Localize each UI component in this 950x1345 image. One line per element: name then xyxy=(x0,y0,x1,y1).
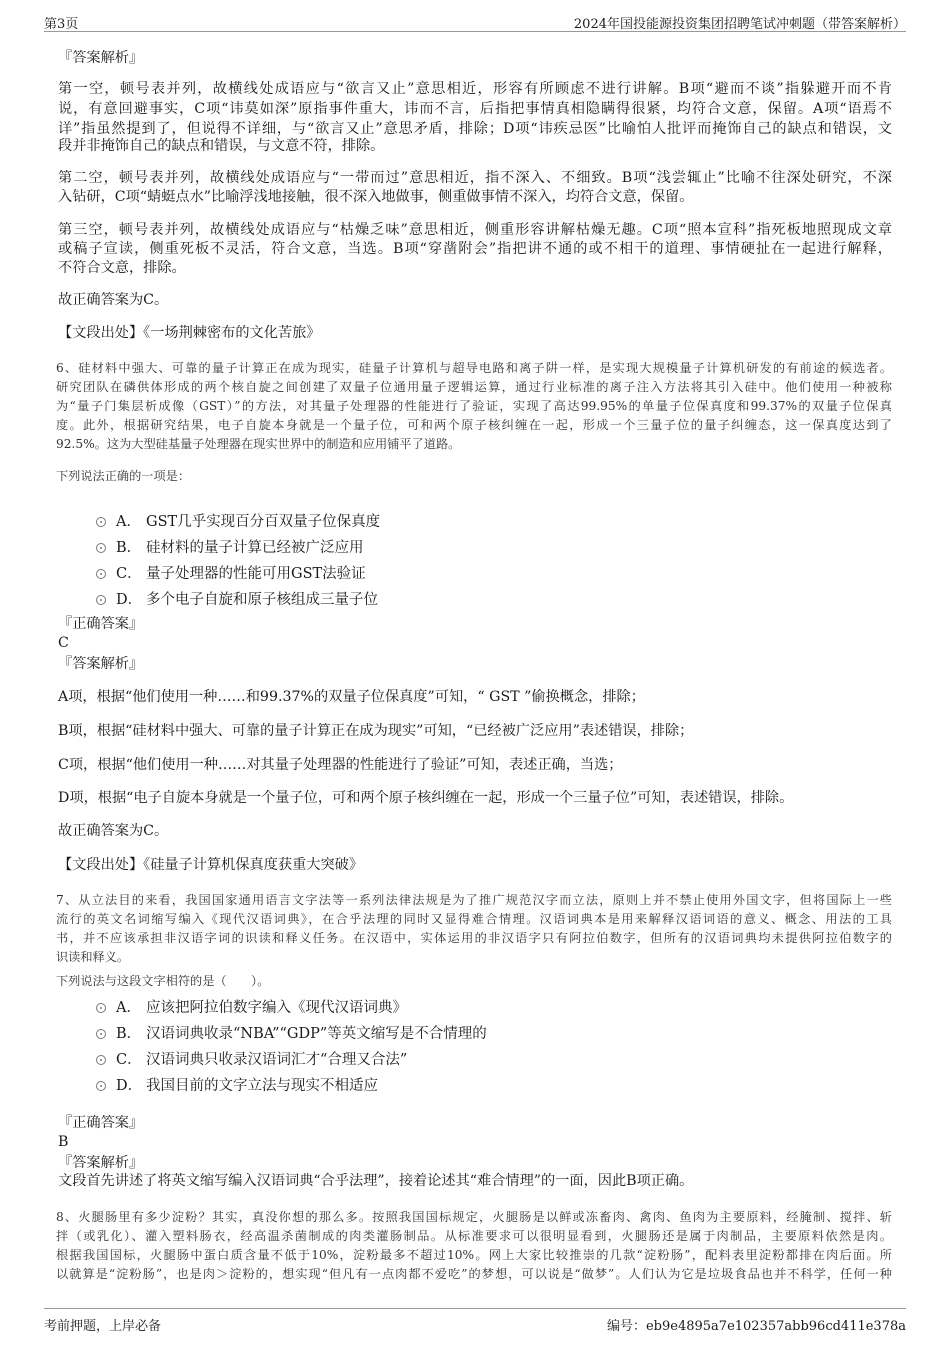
footer-slogan: 考前押题，上岸必备 xyxy=(44,1319,162,1334)
option-key: A． xyxy=(116,514,141,530)
radio-icon[interactable] xyxy=(96,1003,106,1013)
radio-icon[interactable] xyxy=(96,1029,106,1039)
question-stem-line: 度。此外，根据研究结果，电子自旋本身就是一个量子位，可和两个原子核纠缠在一起，形成一个三量子位的量子纠缠态，这一保真度达到了 xyxy=(56,418,892,432)
option-text: 多个电子自旋和原子核组成三量子位 xyxy=(146,592,378,608)
analysis-line: 第一空，顿号表并列，故横线处成语应与“欲言又止”意思相近，形容有所顾虑不进行讲解。B项“避而不谈”指躲避开而不肯 xyxy=(58,81,892,97)
question-stem-line: 为“量子门集层析成像（GST）”的方法，对其量子处理器的性能进行了验证，实现了高达99.95%的单量子位保真度和99.37%的双量子位保真 xyxy=(56,399,892,413)
correct-answer: C xyxy=(58,635,69,651)
question-stem-line: 8、火腿肠里有多少淀粉？其实，真没你想的那么多。按照我国国标规定，火腿肠是以鲜或冻畜肉、禽肉、鱼肉为主要原料，经腌制、搅拌、斩 xyxy=(56,1210,892,1224)
question-stem-line: 以就算是“淀粉肠”，也是肉＞淀粉的，想实现“但凡有一点肉都不爱吃”的梦想，可以说是“做梦”。人们认为它是垃圾食品也并不科学，任何一种 xyxy=(56,1267,892,1281)
document-id: 编号：eb9e4895a7e102357abb96cd411e378a xyxy=(606,1319,906,1334)
answer-conclusion: 故正确答案为C。 xyxy=(58,292,169,308)
analysis-line: 文段首先讲述了将英文缩写编入汉语词典“合乎法理”，接着论述其“难合情理”的一面，因此B项正确。 xyxy=(58,1173,694,1189)
question-stem-line: 6、硅材料中强大、可靠的量子计算正在成为现实，硅量子计算机与超导电路和离子阱一样，是实现大规模量子计算机研发的有前途的候选者。 xyxy=(56,361,892,375)
option-key: A． xyxy=(116,1000,141,1016)
analysis-line: 说，有意回避事实，C项“讳莫如深”原指事件重大，讳而不言，后指把事情真相隐瞒得很紧，均符合文意，保留。A项“语焉不 xyxy=(58,101,892,117)
analysis-label: 『答案解析』 xyxy=(58,1155,144,1171)
question-stem-line: 根据我国国标，火腿肠中蛋白质含量不低于10%，淀粉最多不超过10%。网上大家比较推崇的几款“淀粉肠”，配料表里淀粉都排在肉后面。所 xyxy=(56,1248,892,1262)
question-prompt: 下列说法正确的一项是： xyxy=(56,469,191,483)
radio-icon[interactable] xyxy=(96,1081,106,1091)
analysis-line: 不符合文意，排除。 xyxy=(58,260,186,276)
option-text: 汉语词典收录“NBA”“GDP”等英文缩写是不合情理的 xyxy=(146,1026,487,1042)
analysis-line: 第二空，顿号表并列，故横线处成语应与“一带而过”意思相近，指不深入、不细致。B项“浅尝辄止”比喻不往深处研究，不深 xyxy=(58,170,892,186)
correct-answer-label: 『正确答案』 xyxy=(58,616,144,632)
analysis-line: 入钻研，C项“蜻蜓点水”比喻浮浅地接触，很不深入地做事，侧重做事情不深入，均符合文意，保留。 xyxy=(58,189,694,205)
correct-answer-label: 『正确答案』 xyxy=(58,1115,144,1131)
question-stem-line: 识读和释义。 xyxy=(56,950,130,964)
correct-answer: B xyxy=(58,1134,69,1150)
option-key: B． xyxy=(116,1026,142,1042)
option-key: C． xyxy=(116,566,142,582)
question-stem-line: 书，并不应该承担非汉语字词的识读和释义任务。在汉语中，实体运用的非汉语字只有阿拉伯数字，但所有的汉语词典均未提供阿拉伯数字的 xyxy=(56,931,892,945)
option-key: D． xyxy=(116,592,143,608)
analysis-line: C项，根据“他们使用一种……对其量子处理器的性能进行了验证”可知，表述正确，当选； xyxy=(58,757,623,773)
radio-icon[interactable] xyxy=(96,517,106,527)
analysis-line: A项，根据“他们使用一种……和99.37%的双量子位保真度”可知，“ GST ”偷换概念，排除； xyxy=(58,689,645,705)
radio-icon[interactable] xyxy=(96,1055,106,1065)
question-prompt: 下列说法与这段文字相符的是（ ）。 xyxy=(56,974,270,988)
page-footer xyxy=(44,1308,906,1332)
document-title: 2024年国投能源投资集团招聘笔试冲刺题（带答案解析） xyxy=(573,17,906,32)
analysis-line: 详”指虽然提到了，但说得不详细，与“欲言又止”意思矛盾，排除；D项“讳疾忌医”比喻怕人批评而掩饰自己的缺点和错误，文 xyxy=(58,121,892,137)
option-text: GST几乎实现百分百双量子位保真度 xyxy=(146,514,381,530)
analysis-line: 或稿子宣读，侧重死板不灵活，符合文意，当选。B项“穿凿附会”指把讲不通的或不相干的道理、事情硬扯在一起进行解释， xyxy=(58,241,892,257)
analysis-line: 段并非掩饰自己的缺点和错误，与文意不符，排除。 xyxy=(58,138,385,154)
analysis-line: D项，根据“电子自旋本身就是一个量子位，可和两个原子核纠缠在一起，形成一个三量子位”可知，表述错误，排除。 xyxy=(58,790,794,806)
radio-icon[interactable] xyxy=(96,543,106,553)
answer-conclusion: 故正确答案为C。 xyxy=(58,823,169,839)
analysis-line: B项，根据“硅材料中强大、可靠的量子计算正在成为现实”可知，“已经被广泛应用”表述错误，排除； xyxy=(58,723,694,739)
option-text: 硅材料的量子计算已经被广泛应用 xyxy=(146,540,364,556)
question-stem-line: 拌（或乳化）、灌入塑料肠衣，经高温杀菌制成的肉类灌肠制品。从标准要求可以很明显看到，火腿肠还是属于肉制品，主要原料依然是肉。 xyxy=(56,1229,892,1243)
question-stem-line: 研究团队在磷供体形成的两个核自旋之间创建了双量子位通用量子逻辑运算，通过行业标准的离子注入方法将其引入硅中。他们使用一种被称 xyxy=(56,380,892,394)
option-text: 应该把阿拉伯数字编入《现代汉语词典》 xyxy=(146,1000,407,1016)
analysis-label: 『答案解析』 xyxy=(58,50,144,66)
radio-icon[interactable] xyxy=(96,595,106,605)
source-citation: 【文段出处】《硅量子计算机保真度获重大突破》 xyxy=(58,857,364,873)
option-key: B． xyxy=(116,540,142,556)
source-citation: 【文段出处】《一场荆棘密布的文化苦旅》 xyxy=(58,325,321,341)
question-stem-line: 流行的英文名词缩写编入《现代汉语词典》，在合乎法理的同时又显得难合情理。汉语词典本是用来解释汉语词语的意义、概念、用法的工具 xyxy=(56,912,892,926)
analysis-label: 『答案解析』 xyxy=(58,656,144,672)
radio-icon[interactable] xyxy=(96,569,106,579)
option-text: 我国目前的文字立法与现实不相适应 xyxy=(146,1078,378,1094)
page-number: 第3页 xyxy=(44,17,79,32)
question-stem-line: 7、从立法目的来看，我国国家通用语言文字法等一系列法律法规是为了推广规范汉字而立法，原则上并不禁止使用外国文字，但将国际上一些 xyxy=(56,893,892,907)
question-stem-line: 92.5%。这为大型硅基量子处理器在现实世界中的制造和应用铺平了道路。 xyxy=(56,437,461,451)
option-text: 汉语词典只收录汉语词汇才“合理又合法” xyxy=(146,1052,408,1068)
page-header xyxy=(44,10,906,32)
analysis-line: 第三空，顿号表并列，故横线处成语应与“枯燥乏味”意思相近，侧重形容讲解枯燥无趣。C项“照本宣科”指死板地照现成文章 xyxy=(58,222,892,238)
option-key: C． xyxy=(116,1052,142,1068)
option-key: D． xyxy=(116,1078,143,1094)
option-text: 量子处理器的性能可用GST法验证 xyxy=(146,566,366,582)
